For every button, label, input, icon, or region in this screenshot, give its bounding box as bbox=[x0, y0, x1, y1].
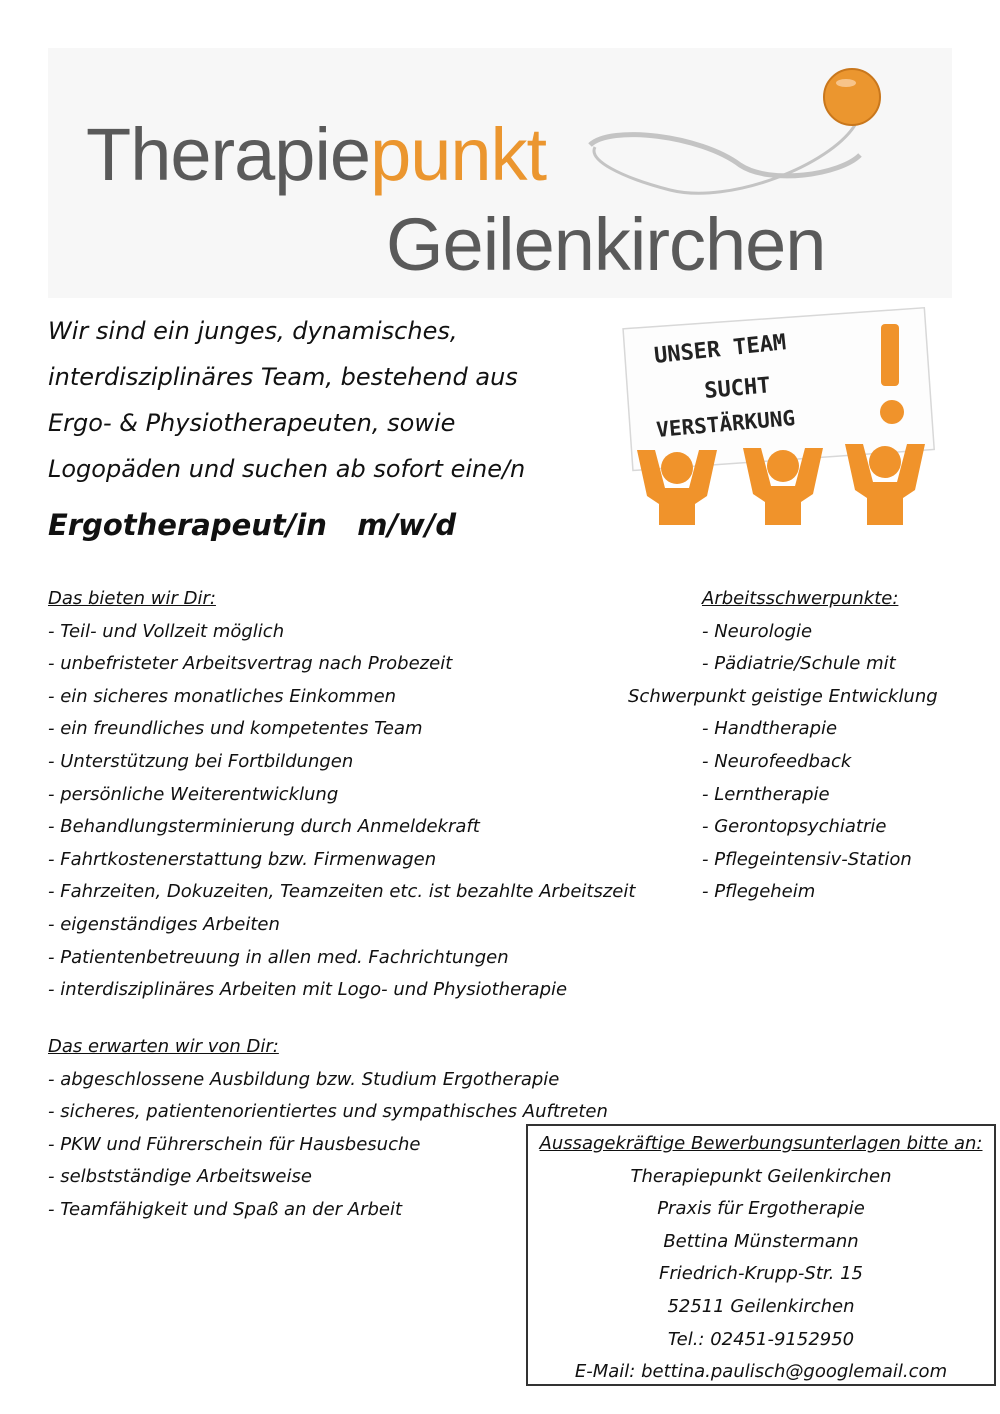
exclamation-dot-icon bbox=[880, 400, 904, 424]
contact-email: E-Mail: bettina.paulisch@googlemail.com bbox=[574, 1361, 948, 1383]
focus-item: - Neurofeedback bbox=[702, 750, 852, 772]
offer-item: - Patientenbetreuung in allen med. Fachrichtungen bbox=[48, 946, 509, 968]
exclamation-bar-icon bbox=[881, 324, 899, 386]
offer-item: - Teil- und Vollzeit möglich bbox=[48, 620, 285, 642]
focus-heading: Arbeitsschwerpunkte: bbox=[702, 588, 899, 609]
logo-swoosh-ball-icon bbox=[580, 55, 890, 205]
intro-line: Logopäden und suchen ab sofort eine/n bbox=[48, 455, 526, 483]
contact-heading: Aussagekräftige Bewerbungsunterlagen bitte an: bbox=[539, 1133, 983, 1154]
focus-section bbox=[628, 583, 950, 909]
offer-item: - ein freundliches und kompetentes Team bbox=[48, 718, 423, 740]
logo-wordmark-therapiepunkt bbox=[86, 113, 547, 196]
focus-item: - Gerontopsychiatrie bbox=[702, 816, 887, 838]
contact-city: 52511 Geilenkirchen bbox=[667, 1295, 855, 1317]
offer-heading: Das bieten wir Dir: bbox=[48, 588, 216, 609]
expect-item: - selbstständige Arbeitsweise bbox=[48, 1166, 312, 1188]
offer-item: - Fahrtkostenerstattung bzw. Firmenwagen bbox=[48, 848, 437, 870]
offer-item: - ein sicheres monatliches Einkommen bbox=[48, 685, 397, 707]
contact-street: Friedrich-Krupp-Str. 15 bbox=[659, 1263, 863, 1285]
logo-word-therapie: Therapie bbox=[86, 113, 371, 196]
intro-line: Wir sind ein junges, dynamisches, bbox=[48, 317, 458, 345]
offer-section bbox=[48, 583, 635, 1007]
offer-item: - persönliche Weiterentwicklung bbox=[48, 783, 339, 805]
expect-item: - abgeschlossene Ausbildung bzw. Studium Ergotherapie bbox=[48, 1068, 560, 1090]
focus-item: - Pflegeintensiv-Station bbox=[702, 848, 912, 870]
focus-item: - Pflegeheim bbox=[702, 881, 816, 903]
logo-word-punkt: punkt bbox=[370, 113, 547, 196]
banner-line-3: VERSTÄRKUNG bbox=[655, 405, 796, 442]
focus-item: - Lerntherapie bbox=[702, 783, 830, 805]
focus-item: - Handtherapie bbox=[702, 718, 838, 740]
offer-item: - Fahrzeiten, Dokuzeiten, Teamzeiten etc. ist bezahlte Arbeitszeit bbox=[48, 881, 636, 903]
job-title: Ergotherapeut/in m/w/d bbox=[48, 508, 457, 542]
three-people-icon bbox=[637, 444, 925, 525]
intro-line: interdisziplinäres Team, bestehend aus bbox=[48, 363, 518, 391]
banner-line-2: SUCHT bbox=[703, 373, 772, 404]
contact-practice: Praxis für Ergotherapie bbox=[657, 1198, 865, 1220]
focus-item: - Neurologie bbox=[702, 620, 813, 642]
offer-item: - Unterstützung bei Fortbildungen bbox=[48, 750, 354, 772]
logo-wordmark-geilenkirchen: Geilenkirchen bbox=[386, 203, 826, 286]
team-banner-illustration bbox=[615, 300, 945, 525]
expect-item: - PKW und Führerschein für Hausbesuche bbox=[48, 1133, 421, 1155]
offer-item: - unbefristeter Arbeitsvertrag nach Probezeit bbox=[48, 653, 453, 675]
focus-item: - Pädiatrie/Schule mit bbox=[702, 653, 896, 675]
expect-section bbox=[48, 1031, 608, 1227]
expect-item: - sicheres, patientenorientiertes und sympathisches Auftreten bbox=[48, 1101, 608, 1123]
offer-item: - eigenständiges Arbeiten bbox=[48, 913, 280, 935]
banner-line-1: UNSER TEAM bbox=[653, 330, 788, 369]
contact-company: Therapiepunkt Geilenkirchen bbox=[630, 1165, 892, 1187]
expect-item: - Teamfähigkeit und Spaß an der Arbeit bbox=[48, 1198, 403, 1220]
contact-box bbox=[526, 1124, 996, 1386]
intro-text bbox=[48, 308, 608, 492]
contact-phone: Tel.: 02451-9152950 bbox=[667, 1328, 855, 1350]
intro-line: Ergo- & Physiotherapeuten, sowie bbox=[48, 409, 456, 437]
offer-item: - Behandlungsterminierung durch Anmeldekraft bbox=[48, 816, 480, 838]
offer-item: - interdisziplinäres Arbeiten mit Logo- und Physiotherapie bbox=[48, 979, 568, 1001]
expect-heading: Das erwarten wir von Dir: bbox=[48, 1036, 279, 1057]
focus-item: Schwerpunkt geistige Entwicklung bbox=[628, 685, 938, 707]
contact-name: Bettina Münstermann bbox=[663, 1230, 859, 1252]
